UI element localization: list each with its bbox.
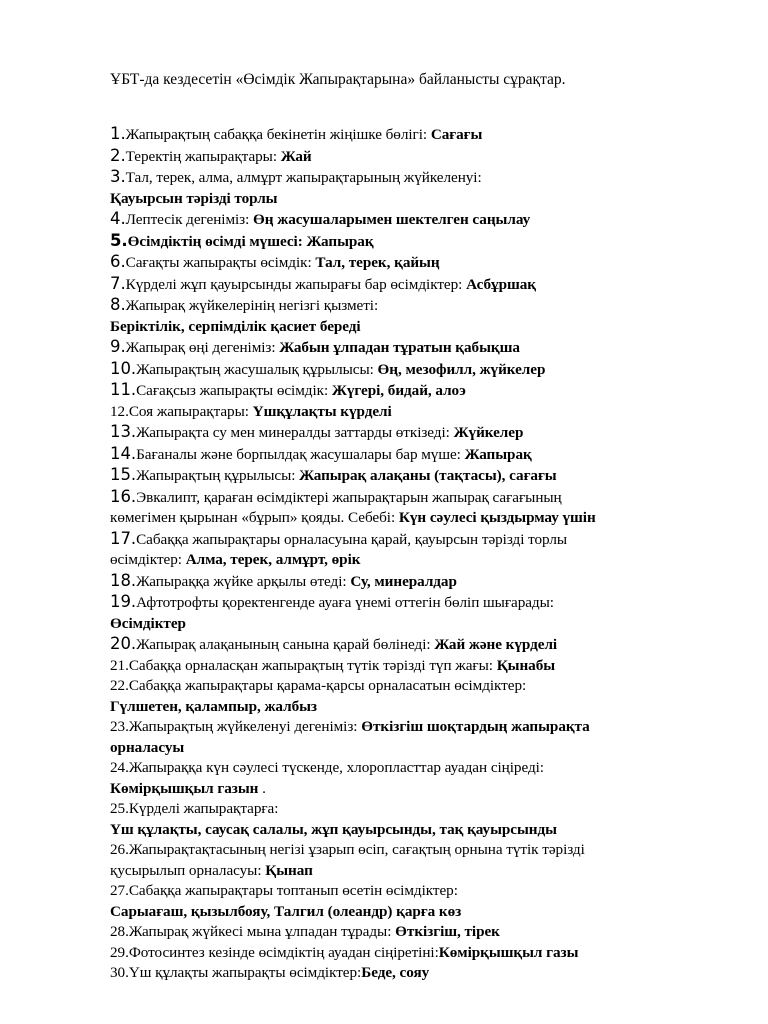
answer-line (110, 317, 710, 338)
question-number: 11. (110, 380, 137, 399)
question-text: Жапырақтың жүйкеленуі дегеніміз: (128, 718, 362, 735)
question-line-continued (110, 550, 710, 571)
question-text: Сабаққа жапырақтары қарама-қарсы орналасатын өсімдіктер: (128, 677, 527, 694)
question-number: 15. (110, 465, 137, 484)
answer-text: Өң жасушаларымен шектелген саңылау (253, 211, 531, 228)
question-text: Жапырақтақтасының негізі ұзарып өсіп, сағақтың орнына түтік тәрізді (128, 841, 585, 858)
answer-tail: . (258, 779, 266, 797)
question-number: 17. (110, 528, 137, 548)
question-line (110, 840, 710, 861)
question-number: 9. (110, 337, 126, 356)
answer-line (110, 189, 710, 210)
question-line (110, 676, 710, 697)
answer-text: Жүгері, бидай, алоэ (331, 382, 466, 399)
question-number: 28. (110, 923, 129, 940)
question-text-continued: өсімдіктер: (110, 551, 186, 568)
answer-text: Жабын ұлпадан тұратын қабықша (279, 339, 520, 356)
question-line (110, 402, 710, 423)
question-text: Жапырақта су мен минералды заттарды өткізеді: (136, 424, 454, 441)
question-text: Жапыраққа жүйке арқылы өтеді: (136, 572, 351, 590)
answer-text-continued: орналасуы (110, 738, 185, 756)
question-line (110, 529, 710, 551)
question-number: 16. (110, 486, 137, 506)
question-line (110, 943, 710, 964)
answer-text: Сарыағаш, қызылбояу, Талгил (олеандр) қарға көз (110, 902, 462, 920)
question-number: 25. (110, 800, 129, 817)
answer-text: Қынап (265, 861, 313, 879)
answer-line (110, 779, 710, 800)
answer-text: Өткізгіш, тірек (395, 923, 500, 940)
document-title: ҰБТ-да кездесетін «Өсімдік Жапырақтарына» байланысты сұрақтар. (110, 71, 566, 88)
question-line (110, 209, 710, 231)
question-text: Лептесік дегеніміз: (125, 211, 254, 228)
question-line (110, 922, 710, 943)
question-line (110, 295, 710, 317)
question-number: 12. (110, 402, 129, 420)
question-line-continued (110, 508, 710, 529)
answer-text: Өткізгіш шоқтардың жапырақта (361, 718, 590, 735)
question-text: Эвкалипт, қараған өсімдіктері жапырақтарын жапырақ сағағының (136, 488, 562, 506)
question-number: 10. (110, 358, 137, 378)
question-number: 20. (110, 634, 137, 653)
question-line (110, 799, 710, 820)
answer-line (110, 697, 710, 718)
question-text: Жапырақ өңі дегеніміз: (125, 339, 280, 356)
question-list (110, 124, 710, 984)
answer-line (110, 820, 710, 841)
question-text: Жапырақ жүйкелерінің негізгі қызметі: (125, 297, 379, 314)
question-number: 13. (110, 422, 137, 441)
question-line (110, 571, 710, 593)
question-number: 5. (110, 230, 128, 250)
answer-text: Гүлшетен, қалампыр, жалбыз (110, 697, 317, 715)
question-number: 6. (110, 252, 126, 271)
question-line (110, 465, 710, 487)
question-line (110, 634, 710, 656)
answer-text: Алма, терек, алмұрт, өрік (185, 551, 361, 568)
question-line (110, 252, 710, 274)
question-number: 24. (110, 759, 129, 776)
question-line (110, 881, 710, 902)
question-number: 27. (110, 882, 129, 899)
question-line (110, 422, 710, 444)
question-text: Бағаналы және борпылдақ жасушалары бар мүше: (136, 445, 465, 463)
question-text: Сабаққа жапырақтары орналасуына қарай, қауырсын тәрізді торлы (136, 530, 568, 548)
answer-line (110, 902, 710, 923)
answer-line (110, 614, 710, 635)
question-line (110, 231, 710, 253)
answer-text: Үш құлақты, саусақ салалы, жұп қауырсынды, тақ қауырсынды (110, 820, 557, 838)
question-number: 22. (110, 677, 129, 694)
question-line (110, 592, 710, 614)
answer-text: Су, минералдар (350, 572, 457, 590)
question-number: 8. (110, 295, 126, 314)
question-text: Соя жапырақтары: (128, 402, 253, 420)
answer-text: Өң, мезофилл, жүйкелер (377, 360, 546, 378)
question-text: Сағақты жапырақты өсімдік: (125, 254, 316, 271)
question-text: Күрделі жұп қауырсынды жапырағы бар өсімдіктер: (125, 275, 467, 293)
question-line (110, 124, 710, 146)
question-number: 23. (110, 718, 129, 735)
question-text: Жапырақтың сабаққа бекінетін жіңішке бөлігі: (125, 126, 431, 143)
question-line (110, 758, 710, 779)
question-text: Жапырақ алақанының санына қарай бөлінеді: (136, 636, 435, 653)
question-text: Сабаққа орналасқан жапырақтың түтік тәрізді түп жағы: (128, 656, 497, 674)
answer-text: Тал, терек, қайың (315, 254, 440, 271)
question-text: Күрделі жапырақтарға: (128, 800, 279, 817)
question-line (110, 717, 710, 738)
question-line (110, 444, 710, 466)
question-text: Тал, терек, алма, алмұрт жапырақтарының жүйкеленуі: (125, 169, 482, 186)
answer-line (110, 738, 710, 759)
answer-text: Жүйкелер (453, 424, 524, 441)
question-line (110, 380, 710, 402)
question-text: Үш құлақты жапырақты өсімдіктер: (128, 964, 362, 981)
question-text-continued: қусырылып орналасуы: (110, 861, 266, 879)
question-number: 3. (110, 167, 126, 186)
answer-text: Беде, сояу (361, 964, 430, 981)
question-line (110, 274, 710, 296)
question-line (110, 146, 710, 168)
question-text: Жапырақтың жасушалық құрылысы: (136, 360, 378, 378)
answer-text: Көмірқышқыл газын (110, 779, 259, 797)
question-number: 30. (110, 964, 129, 981)
question-number: 19. (110, 592, 137, 611)
question-text: Жапырақ жүйкесі мына ұлпадан тұрады: (128, 923, 396, 940)
answer-text: Жапырақ алақаны (тақтасы), сағағы (299, 467, 557, 484)
question-number: 4. (110, 209, 126, 228)
answer-text: Үшқұлақты күрделі (252, 402, 392, 420)
question-line-continued (110, 861, 710, 882)
answer-text: Жай (280, 147, 312, 165)
question-line (110, 963, 710, 984)
answer-text: Өсімдіктер (110, 614, 186, 632)
answer-text: Өсімдіктің өсімді мүшесі: Жапырақ (127, 232, 374, 250)
answer-text: Жай және күрделі (434, 636, 558, 653)
question-number: 2. (110, 145, 126, 165)
question-text: Жапырақтың құрылысы: (136, 467, 300, 484)
question-line (110, 337, 710, 359)
question-number: 7. (110, 273, 126, 293)
question-text: Афтотрофты қоректенгенде ауаға үнемі оттегін бөліп шығарады: (136, 594, 554, 611)
answer-text: Жапырақ (464, 445, 532, 463)
answer-text: Беріктілік, серпімділік қасиет береді (110, 317, 361, 335)
answer-text: Күн сәулесі қыздырмау үшін (398, 509, 596, 526)
question-line (110, 487, 710, 509)
question-text: Жапыраққа күн сәулесі түскенде, хлоропласттар ауадан сіңіреді: (128, 759, 544, 776)
answer-text: Қауырсын тәрізді торлы (110, 189, 278, 207)
answer-text: Асбұршақ (466, 275, 536, 293)
answer-text: Қынабы (496, 656, 556, 674)
question-line (110, 167, 710, 189)
question-number: 26. (110, 841, 129, 858)
question-number: 1. (110, 124, 126, 143)
question-number: 29. (110, 943, 129, 961)
answer-text: Көмірқышқыл газы (438, 943, 579, 961)
question-line (110, 656, 710, 677)
answer-text: Сағағы (430, 126, 483, 143)
question-text: Фотосинтез кезінде өсімдіктің ауадан сіңіретіні: (128, 943, 439, 961)
question-number: 14. (110, 443, 137, 463)
question-number: 21. (110, 656, 129, 674)
question-line (110, 359, 710, 381)
question-text: Сабаққа жапырақтары топтанып өсетін өсімдіктер: (128, 882, 458, 899)
question-text: Сағақсыз жапырақты өсімдік: (136, 382, 332, 399)
question-text: Теректің жапырақтары: (125, 147, 281, 165)
question-number: 18. (110, 570, 137, 590)
question-text-continued: көмегімен қырынан «бұрып» қояды. Себебі: (110, 509, 399, 526)
